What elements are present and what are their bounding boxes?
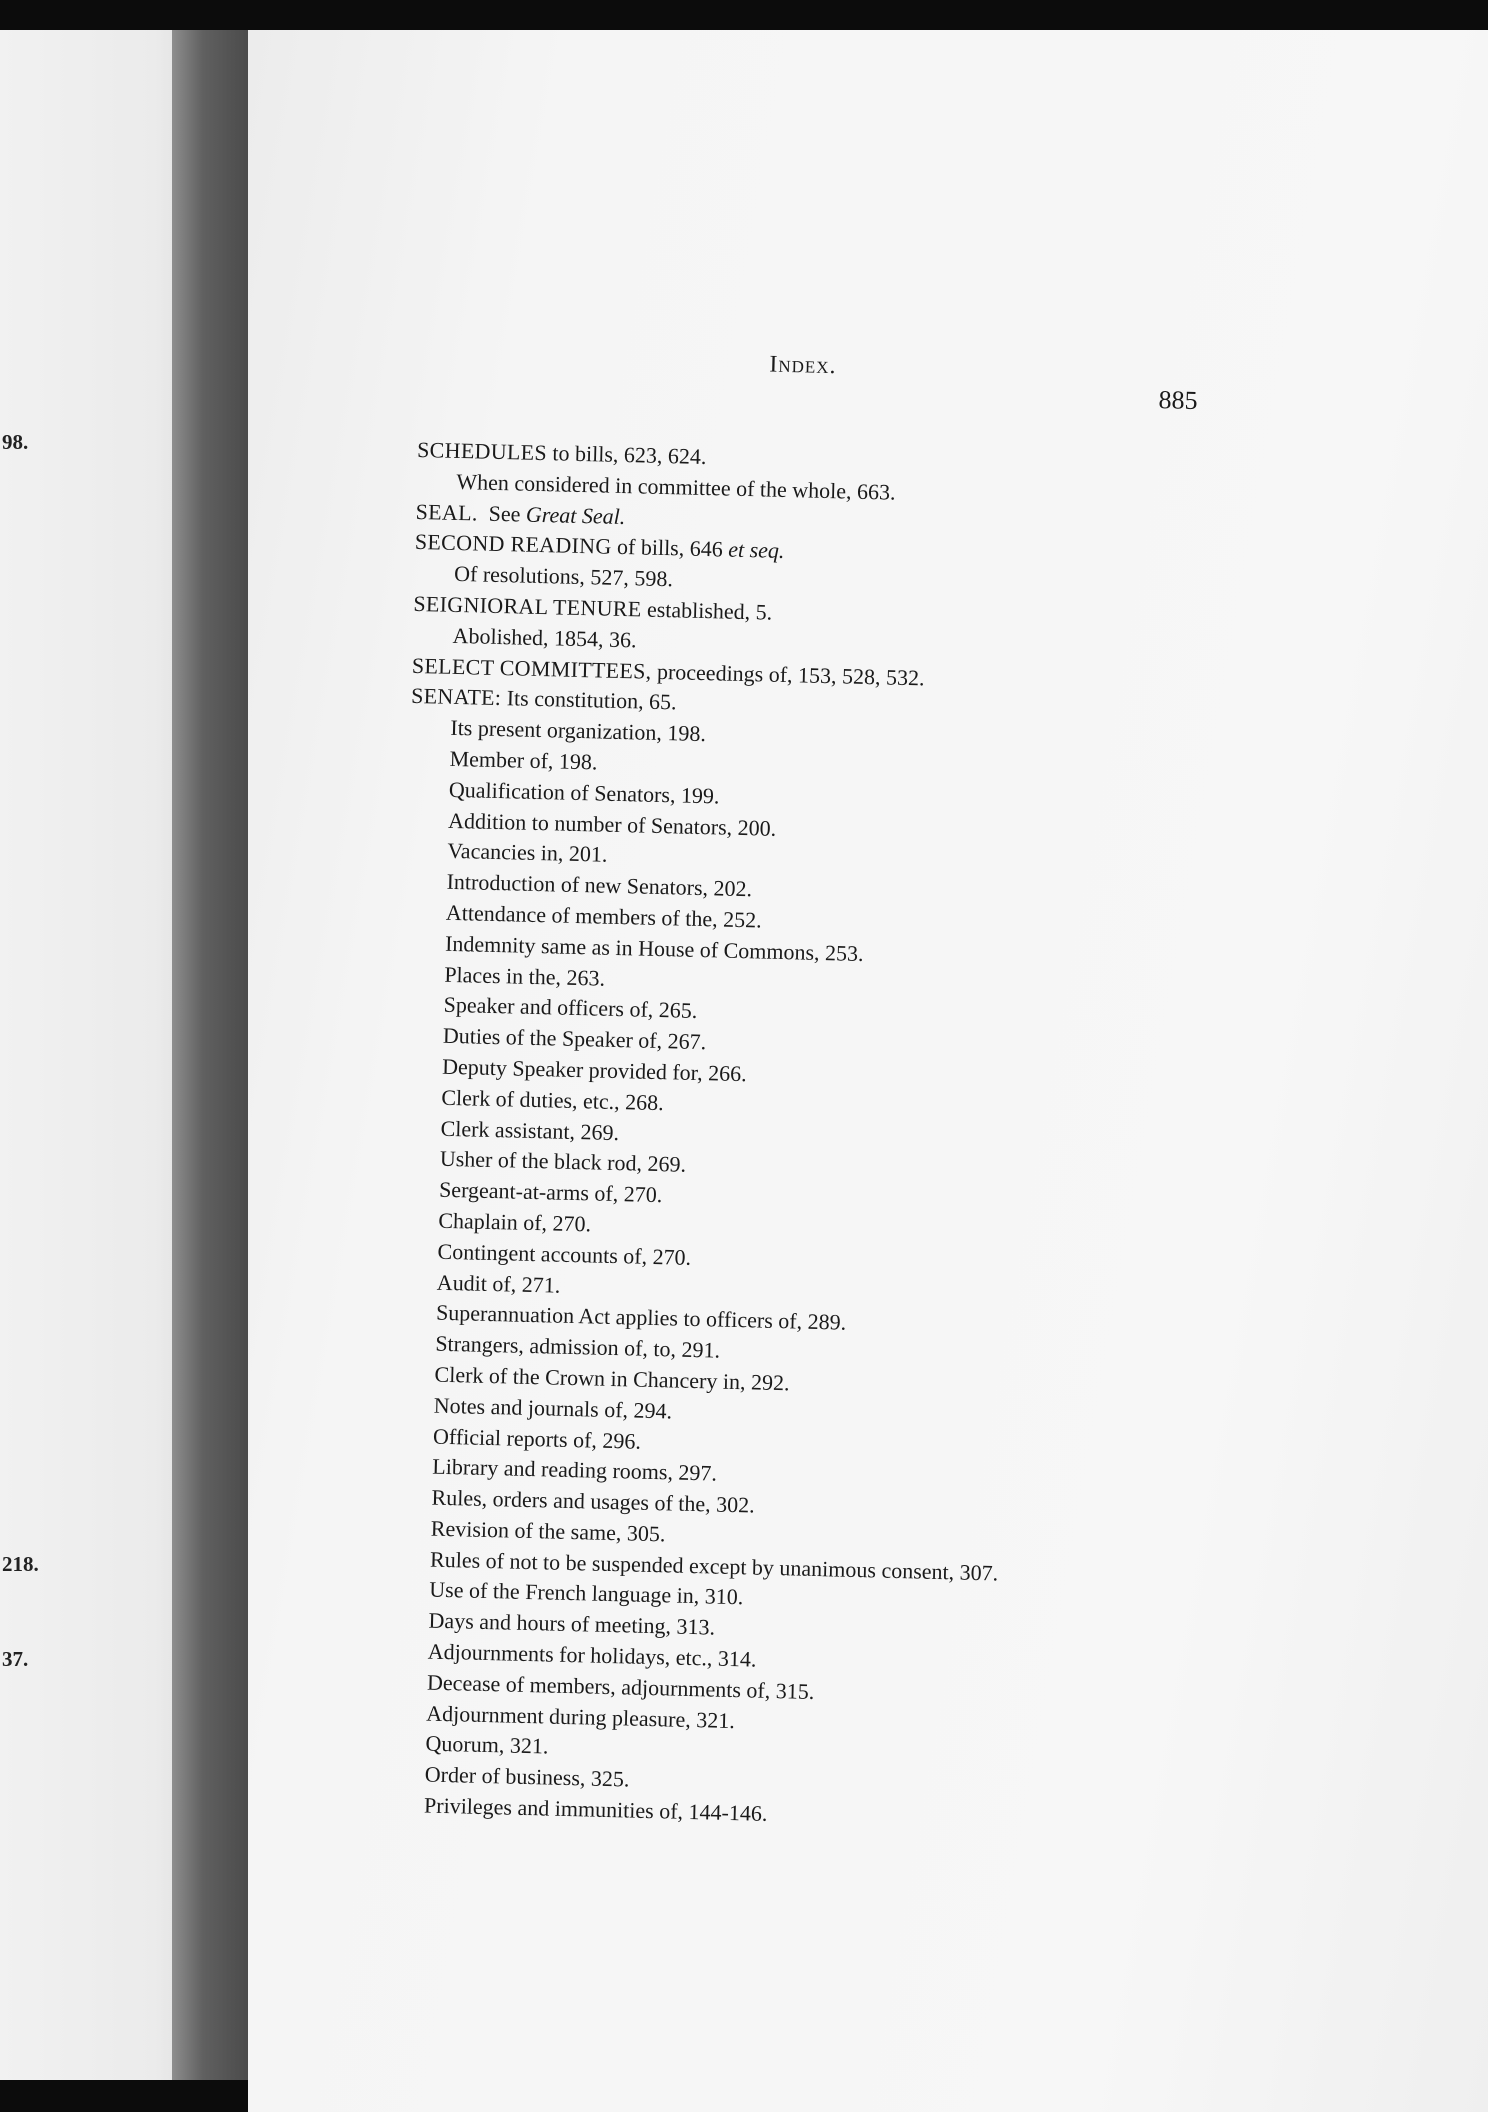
entry-text: Order of business, 325. <box>424 1761 630 1792</box>
entry-text: established, 5. <box>641 596 773 625</box>
entry-text: Its present organization, 198. <box>450 715 707 747</box>
entry-headword: SECOND READING <box>414 529 612 560</box>
entry-text: Audit of, 271. <box>436 1269 561 1298</box>
entry-text: Of resolutions, 527, 598. <box>453 561 674 592</box>
entry-text: Adjournments for holidays, etc., 314. <box>427 1638 757 1672</box>
entry-text: Deputy Speaker provided for, 266. <box>441 1053 747 1087</box>
entry-headword: SCHEDULES <box>416 436 548 466</box>
entry-text: Speaker and officers of, 265. <box>443 992 698 1024</box>
entry-text: See <box>477 500 527 527</box>
entry-text: Clerk of duties, etc., 268. <box>441 1084 665 1115</box>
book-binding-gutter <box>172 30 250 2080</box>
left-page-fragment: 218. <box>2 1552 39 1576</box>
entry-text: Clerk of the Crown in Chancery in, 292. <box>434 1361 790 1396</box>
entry-italic-reference: Great Seal. <box>525 501 626 529</box>
entry-text: Contingent accounts of, 270. <box>437 1238 692 1270</box>
entry-text: Indemnity same as in House of Commons, 253. <box>444 930 864 966</box>
running-head: Index. <box>769 351 837 380</box>
index-entries <box>384 435 1218 1840</box>
entry-text: Introduction of new Senators, 202. <box>446 868 753 902</box>
entry-text: When considered in committee of the whole, 663. <box>456 468 896 505</box>
entry-text: Library and reading rooms, 297. <box>432 1453 718 1486</box>
entry-text: Attendance of members of the, 252. <box>445 899 762 933</box>
entry-text: Decease of members, adjournments of, 315. <box>426 1669 815 1704</box>
entry-text: Use of the French language in, 310. <box>429 1577 744 1610</box>
entry-headword: SELECT COMMITTEES, <box>411 652 652 684</box>
entry-text: Days and hours of meeting, 313. <box>428 1607 716 1640</box>
entry-text: to bills, 623, 624. <box>546 440 707 470</box>
entry-text: Qualification of Senators, 199. <box>448 776 720 809</box>
entry-text: Rules, orders and usages of the, 302. <box>431 1484 756 1518</box>
left-page-fragment: 37. <box>2 1647 29 1671</box>
entry-text: Clerk assistant, 269. <box>440 1115 620 1145</box>
entry-text: Addition to number of Senators, 200. <box>447 807 777 841</box>
entry-text: of bills, 646 <box>611 534 729 562</box>
entry-text: proceedings of, 153, 528, 532. <box>651 658 925 691</box>
entry-text: Superannuation Act applies to officers of, 289. <box>435 1300 847 1336</box>
entry-text: Quorum, 321. <box>425 1731 549 1760</box>
left-page-fragment: 98. <box>2 430 29 454</box>
entry-text: Adjournment during pleasure, 321. <box>426 1700 736 1733</box>
entry-headword: SEIGNIORAL TENURE <box>413 590 642 622</box>
entry-text: Vacancies in, 201. <box>447 838 608 868</box>
page-header <box>418 335 1220 455</box>
entry-text: Usher of the black rod, 269. <box>439 1146 687 1178</box>
entry-text: Sergeant-at-arms of, 270. <box>438 1176 663 1208</box>
entry-text: Places in the, 263. <box>444 961 606 991</box>
entry-text: Its constitution, 65. <box>500 685 677 715</box>
entry-headword: SENATE: <box>410 683 502 711</box>
entry-text: Official reports of, 296. <box>432 1423 642 1454</box>
entry-text: Member of, 198. <box>449 745 598 775</box>
entry-italic-reference: et seq. <box>727 536 785 564</box>
entry-text: Strangers, admission of, to, 291. <box>435 1330 721 1363</box>
entry-text: Rules of not to be suspended except by unanimous consent, 307. <box>429 1546 999 1586</box>
entry-text: Notes and journals of, 294. <box>433 1392 673 1424</box>
entry-text: Duties of the Speaker of, 267. <box>442 1022 707 1055</box>
entry-headword: SEAL. <box>415 498 478 526</box>
page-number: 885 <box>1158 385 1198 416</box>
entry-text: Revision of the same, 305. <box>430 1515 666 1547</box>
index-content <box>384 335 1220 1840</box>
entry-text: Privileges and immunities of, 144-146. <box>423 1792 768 1826</box>
entry-text: Chaplain of, 270. <box>438 1207 592 1237</box>
entry-text: Abolished, 1854, 36. <box>452 622 637 653</box>
